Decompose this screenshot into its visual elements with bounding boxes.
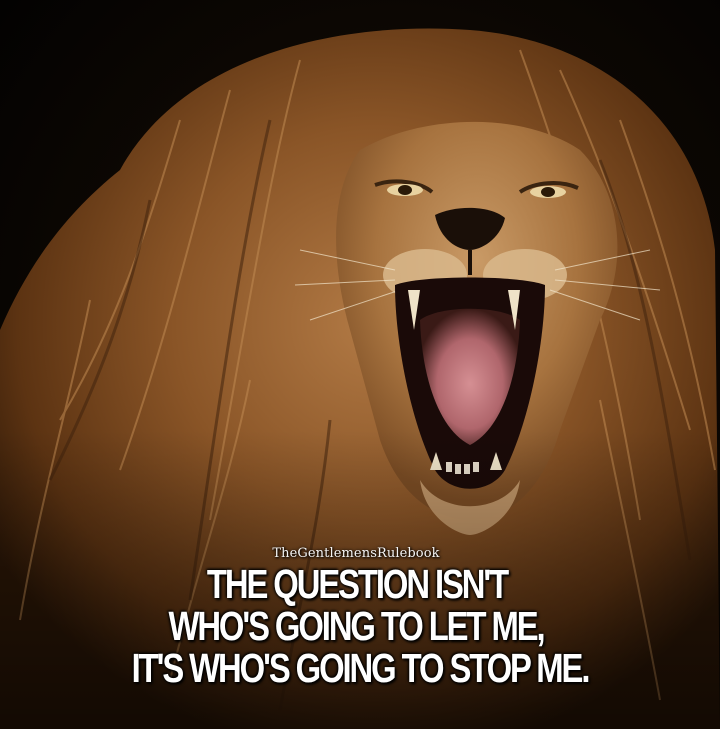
watermark-text: TheGentlemensRulebook (272, 546, 440, 561)
quote-line-2: WHO'S GOING TO LET ME, (168, 603, 544, 649)
quote-line-1: THE QUESTION ISN'T (206, 561, 508, 607)
quote-line-3: IT'S WHO'S GOING TO STOP ME. (131, 645, 589, 691)
